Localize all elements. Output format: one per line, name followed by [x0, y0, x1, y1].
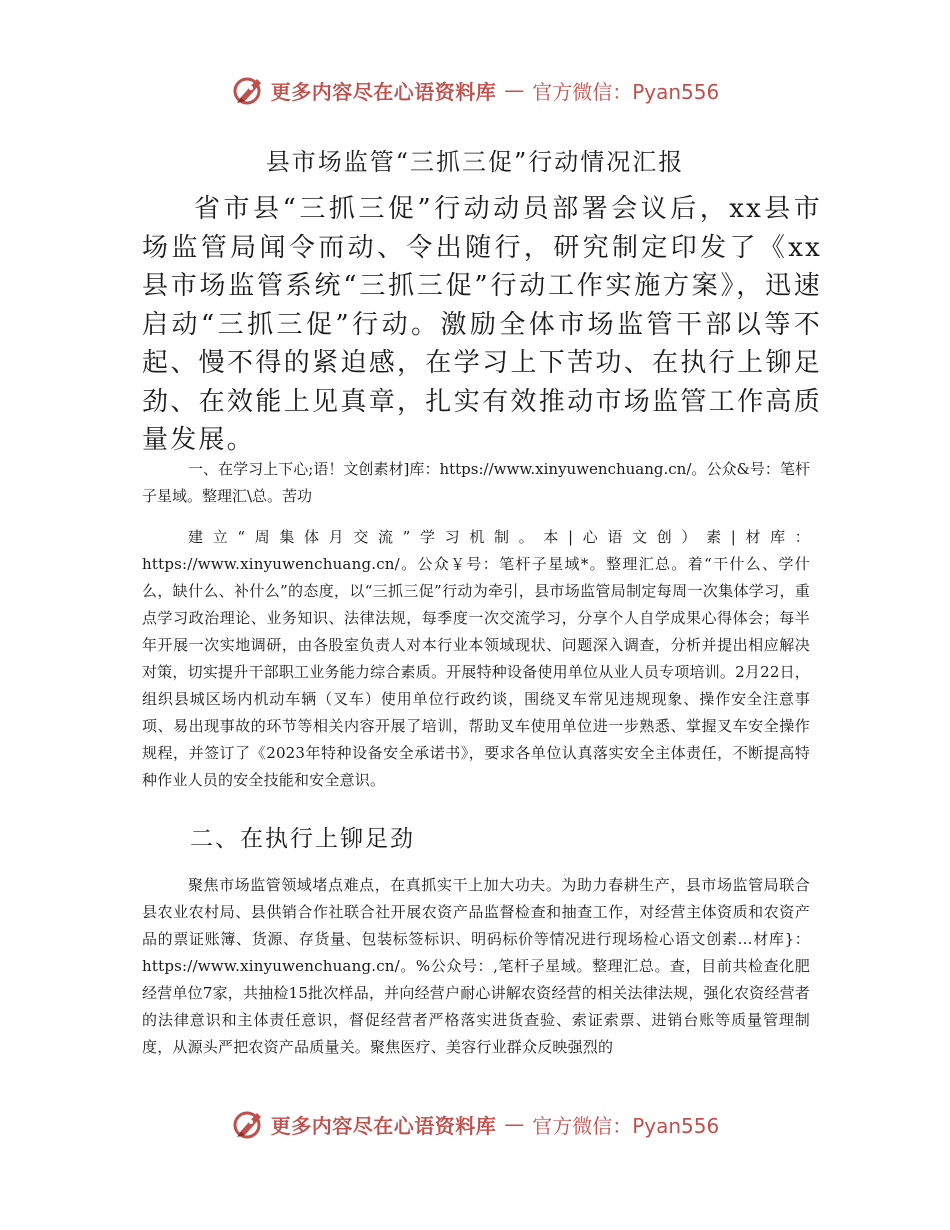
header-banner [0, 70, 950, 110]
header-banner-inner [231, 73, 720, 107]
section2-body: 聚焦市场监管领域堵点难点，在真抓实干上加大功夫。为助力春耕生产，县市场监管局联合县农业农村局、县供销合作社联合社开展农资产品监督检查和抽查工作，对经营主体资质和农资产品的票证账簿、货源、存货量、包装标签标识、明码标价等情况进行现场检心语文创素…材库}：https://www.xinyuwenchuang.cn/。%公众号：,笔杆子星域。整理汇总。查，目前共检查化肥经营单位7家，共抽检15批次样品，并向经营户耐心讲解农资经营的相关法律法规，强化农资经营者的法律意识和主体责任意识，督促经营者严格落实进货查验、索证索票、进销台账等质量管理制度，从源头严把农资产品质量关。聚焦医疗、美容行业群众反映强烈的 [142, 876, 810, 1056]
footer-banner-separator: — [504, 1112, 525, 1136]
footer-banner-text: 更多内容尽在心语资料库 [270, 1113, 497, 1138]
document-title: 县市场监管“三抓三促”行动情况汇报 [265, 148, 685, 176]
footer-banner-wechat: 官方微信：Pyan556 [532, 1113, 720, 1138]
header-banner-wechat: 官方微信：Pyan556 [532, 79, 720, 104]
lead-paragraph: 省市县“三抓三促”行动动员部署会议后，xx县市场监管局闻令而动、令出随行，研究制定印发了《xx县市场监管系统“三抓三促”行动工作实施方案》，迅速启动“三抓三促”行动。激励全体市场监管干部以等不起、慢不得的紧迫感，在学习上下苦功、在执行上铆足劲、在效能上见真章，扎实有效推动市场监管工作高质量发展。 [142, 194, 822, 455]
section1-heading: 一、在学习上下心;语！文创素材]库：https://www.xinyuwenchuang.cn/。公众&号：笔杆子星域。整理汇\总。苦功 [142, 460, 810, 505]
pen-nib-logo-icon [231, 73, 265, 107]
footer-banner-inner [231, 1107, 720, 1141]
footer-banner [0, 1104, 950, 1144]
section2-heading: 二、在执行上铆足劲 [190, 826, 415, 852]
pen-nib-logo-icon [231, 1107, 265, 1141]
header-banner-separator: — [504, 78, 525, 102]
section1-body: 建立“周集体月交流”学习机制。本|心语文创）素|材库：https://www.xinyuwenchuang.cn/。公众￥号：笔杆子星域*。整理汇总。着“干什么、学什么，缺什么、补什么”的态度，以“三抓三促”行动为牵引，县市场监管局制定每周一次集体学习，重点学习政治理论、业务知识、法律法规，每季度一次交流学习，分享个人自学成果心得体会；每半年开展一次实地调研，由各股室负责人对本行业本领域现状、问题深入调查，分析并提出相应解决对策，切实提升干部职工业务能力综合素质。开展特种设备使用单位从业人员专项培训。2月22日，组织县城区场内机动车辆（叉车）使用单位行政约谈，围绕叉车常见违规现象、操作安全注意事项、易出现事故的环节等相关内容开展了培训，帮助叉车使用单位进一步熟悉、掌握叉车安全操作规程，并签订了《2023年特种设备安全承诺书》，要求各单位认真落实安全主体责任，不断提高特种作业人员的安全技能和安全意识。 [142, 528, 810, 789]
header-banner-text: 更多内容尽在心语资料库 [270, 79, 497, 104]
